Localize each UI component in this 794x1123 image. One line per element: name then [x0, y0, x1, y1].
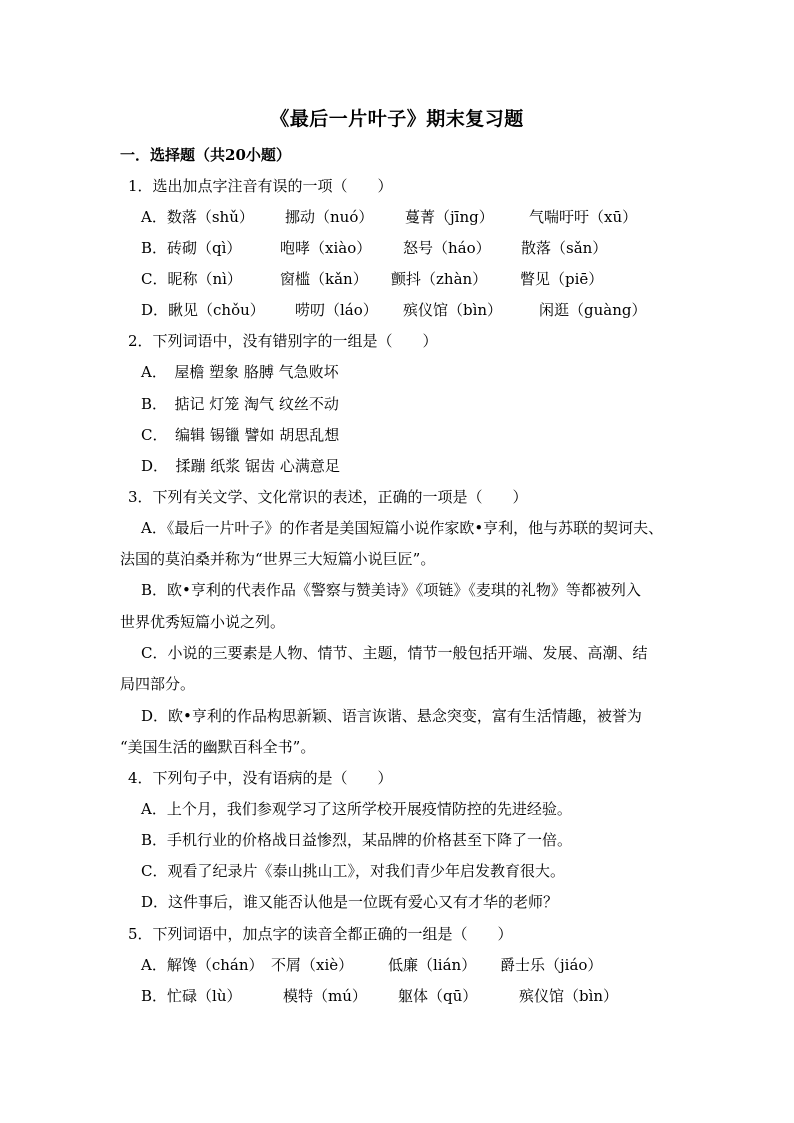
q1-b-item-4: 散落（sǎn）	[521, 239, 608, 257]
page-title: 《最后一片叶子》期末复习题	[270, 108, 524, 130]
question-3-option-c-line-2: 局四部分。	[120, 675, 196, 693]
question-3-option-c-line-1[interactable]: C．小说的三要素是人物、情节、主题，情节一般包括开端、发展、高潮、结	[141, 644, 648, 662]
question-4-option-a[interactable]: A．上个月，我们参观学习了这所学校开展疫情防控的先进经验。	[141, 800, 572, 818]
q5-a-item-4: 爵士乐（jiáo）	[500, 956, 603, 974]
question-3-option-a-line-1[interactable]: A．《最后一片叶子》的作者是美国短篇小说作家欧•亨利，他与苏联的契诃夫、	[141, 519, 664, 537]
question-3-option-d-line-2: “美国生活的幽默百科全书”。	[120, 738, 316, 756]
q5-a-item-2: 不屑（xiè）	[271, 956, 354, 974]
q1-b-item-2: 咆哮（xiào）	[280, 239, 372, 257]
question-2-option-c[interactable]: C． 编辑 锡镴 譬如 胡思乱想	[141, 426, 340, 444]
q1-d-item-1: D．瞅见（chǒu）	[141, 301, 265, 319]
q5-b-item-1: B．忙碌（lù）	[141, 987, 242, 1005]
q1-a-item-4: 气喘吁吁（xū）	[529, 208, 638, 226]
question-4-stem: 4．下列句子中，没有语病的是（ ）	[128, 769, 393, 787]
q5-a-item-3: 低廉（lián）	[388, 956, 477, 974]
q1-b-item-3: 怒号（háo）	[403, 239, 491, 257]
question-5-stem: 5．下列词语中，加点字的读音全都正确的一组是（ ）	[128, 925, 513, 943]
q1-d-item-4: 闲逛（guàng）	[539, 301, 647, 319]
q1-b-item-1: B．砖砌（qì）	[141, 239, 242, 257]
question-2-option-b[interactable]: B． 掂记 灯笼 淘气 纹丝不动	[141, 395, 339, 413]
question-2-stem: 2．下列词语中，没有错别字的一组是（ ）	[128, 332, 438, 350]
q1-a-item-1: A．数落（shǔ）	[141, 208, 254, 226]
question-2-option-a[interactable]: A． 屋檐 塑象 胳膊 气急败坏	[141, 363, 339, 381]
question-3-option-d-line-1[interactable]: D．欧•亨利的作品构思新颖、语言诙谐、悬念突变，富有生活情趣，被誉为	[141, 707, 642, 725]
q1-a-item-3: 蔓菁（jīng）	[405, 208, 494, 226]
q5-a-item-1: A．解馋（chán）	[141, 956, 264, 974]
question-4-option-c[interactable]: C．观看了纪录片《泰山挑山工》，对我们青少年启发教育很大。	[141, 862, 565, 880]
question-3-stem: 3．下列有关文学、文化常识的表述，正确的一项是（ ）	[128, 488, 528, 506]
q5-b-item-2: 模特（mú）	[283, 987, 367, 1005]
q1-c-item-4: 瞥见（piē）	[520, 270, 604, 288]
q5-b-item-3: 躯体（qū）	[398, 987, 478, 1005]
question-3-option-b-line-1[interactable]: B．欧•亨利的代表作品《警察与赞美诗》《项链》《麦琪的礼物》等都被列入	[141, 581, 641, 599]
q1-a-item-2: 挪动（nuó）	[285, 208, 374, 226]
question-1-stem: 1．选出加点字注音有误的一项（ ）	[128, 177, 393, 195]
q1-c-item-2: 窗槛（kǎn）	[280, 270, 368, 288]
question-2-option-d[interactable]: D． 揉蹦 纸浆 锯齿 心满意足	[141, 457, 340, 475]
question-3-option-b-line-2: 世界优秀短篇小说之列。	[120, 613, 286, 631]
q1-d-item-3: 殡仪馆（bìn）	[403, 301, 503, 319]
question-4-option-b[interactable]: B．手机行业的价格战日益惨烈，某品牌的价格甚至下降了一倍。	[141, 831, 573, 849]
question-3-option-a-line-2: 法国的莫泊桑并称为“世界三大短篇小说巨匠”。	[120, 550, 436, 568]
q5-b-item-4: 殡仪馆（bìn）	[519, 987, 619, 1005]
q1-c-item-1: C．昵称（nì）	[141, 270, 242, 288]
q1-d-item-2: 唠叨（láo）	[295, 301, 378, 319]
question-4-option-d[interactable]: D．这件事后，谁又能否认他是一位既有爱心又有才华的老师？	[141, 893, 559, 911]
section-heading: 一．选择题（共20小题）	[120, 146, 291, 164]
q1-c-item-3: 颤抖（zhàn）	[391, 270, 488, 288]
